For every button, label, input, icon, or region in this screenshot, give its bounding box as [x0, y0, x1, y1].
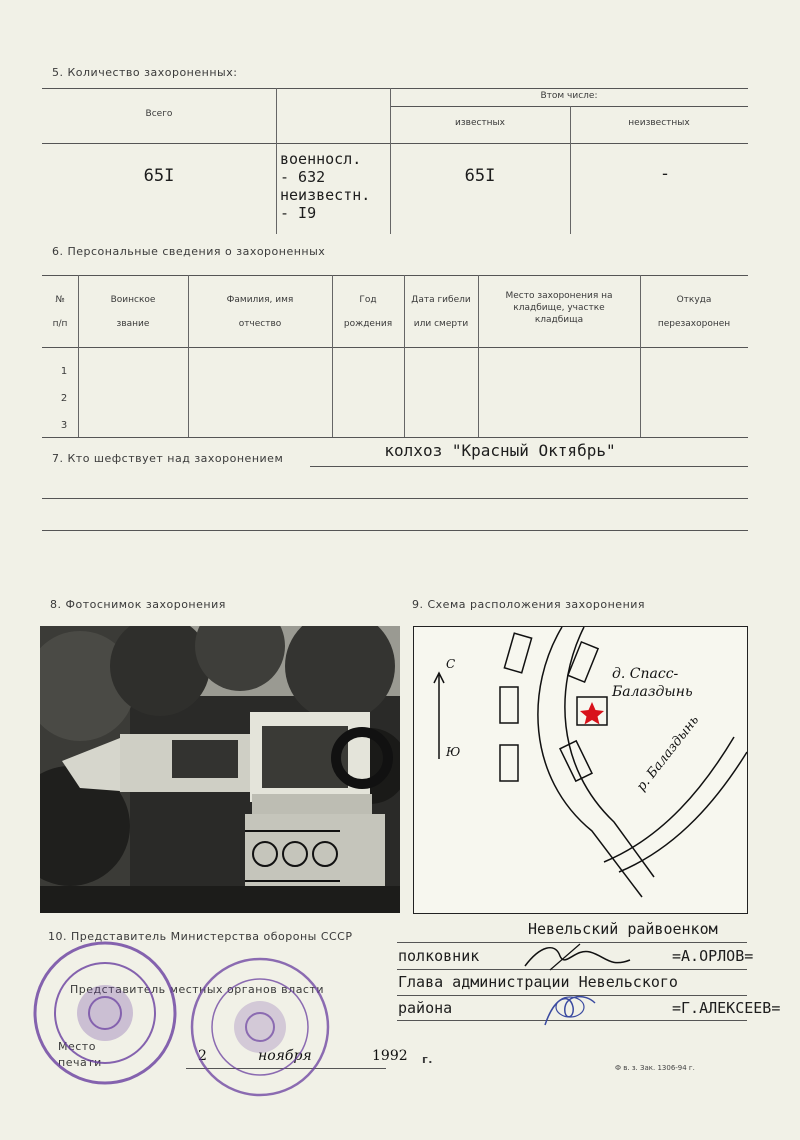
south-label: Ю — [446, 745, 461, 759]
section9-title: 9. Схема расположения захоронения — [412, 598, 646, 611]
signature-alekseev — [535, 985, 605, 1035]
location-scheme — [413, 626, 748, 914]
date-suffix: г. — [422, 1053, 433, 1066]
typed-line-4b: =Г.АЛЕКСЕЕВ= — [672, 999, 781, 1017]
total-breakdown: военносл. - 632 неизвестн. - I9 — [280, 150, 371, 222]
header-num: № п/п — [52, 295, 68, 329]
typed-line-2: полковник — [398, 947, 480, 965]
river-label: р. Балаздынь — [634, 712, 703, 795]
village-label: д. Спасс- Балаздынь — [612, 666, 693, 700]
burial-photo — [40, 626, 400, 913]
print-code: Ф в. з. Зак. 1306-94 г. — [615, 1064, 695, 1072]
total-value: 65I — [143, 166, 175, 186]
known-value: 65I — [464, 166, 496, 186]
row-numbers — [42, 358, 86, 439]
signature-orlov — [520, 938, 640, 978]
typed-line-2b: =А.ОРЛОВ= — [672, 947, 754, 965]
stamp-military-commissariat — [30, 938, 180, 1088]
typed-line-3: Глава администрации Невельского — [398, 973, 678, 991]
stamp-district-administration — [185, 955, 335, 1100]
section8-title: 8. Фотоснимок захоронения — [50, 598, 226, 611]
typed-line-4: района — [398, 999, 453, 1017]
header-place: Место захоронения на кладбище, участке кладбища — [505, 291, 613, 325]
date-day: 2 — [198, 1048, 207, 1064]
seal-label: печати — [58, 1056, 102, 1069]
col-total-header: Всего — [145, 109, 173, 119]
table-row: 2 — [60, 393, 68, 404]
table-row: 3 — [60, 420, 68, 431]
col-unknown-header: неизвестных — [628, 118, 690, 128]
header-death: Дата гибели или смерти — [411, 295, 471, 329]
local-authority-label: Представитель местных органов власти — [70, 983, 325, 996]
col-known-header: известных — [455, 118, 505, 128]
section10-label: 10. Представитель Министерства обороны СССР — [48, 930, 353, 943]
col-including-header: Втом числе: — [540, 91, 598, 101]
date-year: 1992 — [372, 1048, 408, 1064]
patron-value: колхоз "Красный Октябрь" — [384, 441, 616, 460]
header-birth: Год рождения — [343, 295, 393, 329]
north-label: С — [446, 657, 456, 671]
section6-title: 6. Персональные сведения о захороненных — [52, 245, 326, 258]
header-rank: Воинское звание — [110, 295, 156, 329]
unknown-value: - — [659, 164, 671, 184]
date-month: ноября — [258, 1048, 312, 1064]
section7-label: 7. Кто шефствует над захоронением — [52, 452, 284, 465]
star-icon — [580, 702, 604, 725]
header-name: Фамилия, имя отчество — [226, 295, 294, 329]
place-label: Место — [58, 1040, 96, 1053]
header-from: Откуда перезахоронен — [657, 295, 731, 329]
section5-title: 5. Количество захороненных: — [52, 66, 238, 79]
typed-line-1: Невельский райвоенком — [528, 920, 718, 938]
table-row: 1 — [60, 366, 68, 377]
